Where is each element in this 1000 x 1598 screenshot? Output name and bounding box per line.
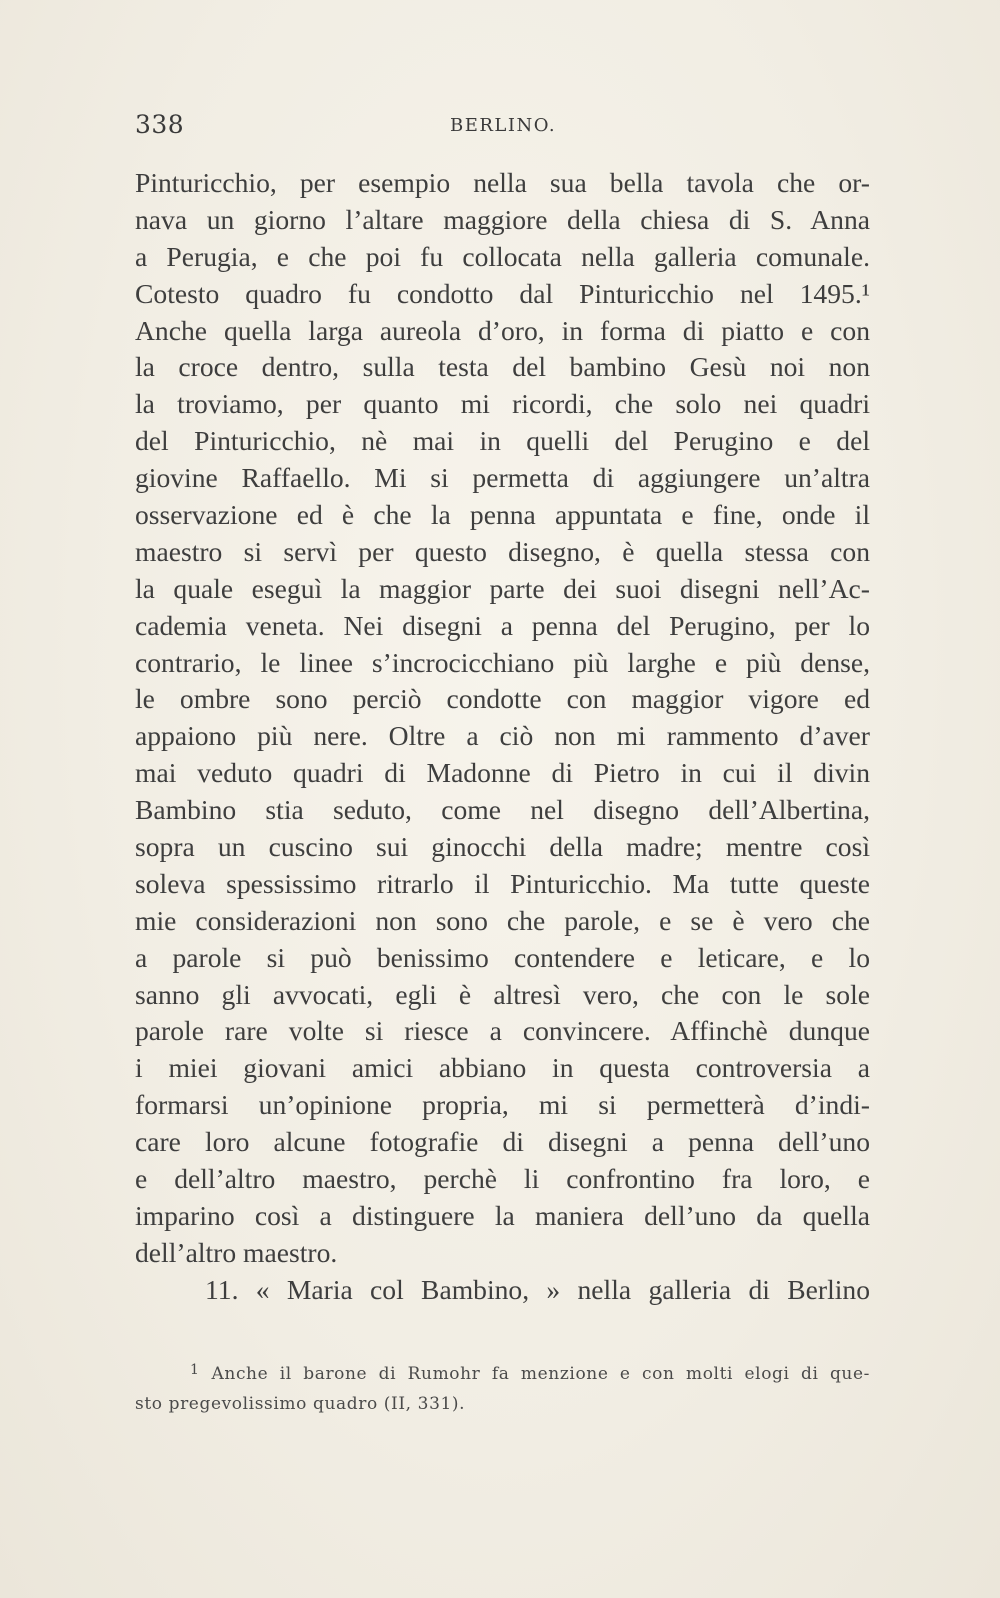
text-line: la quale eseguì la maggior parte dei suoi disegni nell’Ac- <box>135 572 870 604</box>
text-line: osservazione ed è che la penna appuntata e fine, onde il <box>135 499 870 531</box>
page-number: 338 <box>135 110 185 139</box>
text-line: care loro alcune fotografie di disegni a penna dell’uno <box>135 1126 870 1158</box>
text-line: dell’altro maestro. <box>135 1236 338 1268</box>
text-line: la croce dentro, sulla testa del bambino Gesù noi non <box>135 351 870 383</box>
text-line: a Perugia, e che poi fu collocata nella galleria comunale. <box>135 240 870 272</box>
text-line: soleva spessissimo ritrarlo il Pinturicchio. Ma tutte queste <box>135 867 870 899</box>
text-line: la troviamo, per quanto mi ricordi, che solo nei quadri <box>135 388 870 420</box>
text-line: contrario, le linee s’incrocicchiano più larghe e più dense, <box>135 646 870 678</box>
text-line: sopra un cuscino sui ginocchi della madre; mentre così <box>135 831 870 863</box>
text-line: parole rare volte si riesce a convincere. Affinchè dunque <box>135 1015 870 1047</box>
footnote <box>135 1355 870 1419</box>
text-line: del Pinturicchio, nè mai in quelli del Perugino e del <box>135 425 870 457</box>
text-line: appaiono più nere. Oltre a ciò non mi rammento d’aver <box>135 720 870 752</box>
text-line: Cotesto quadro fu condotto dal Pinturicchio nel 1495.¹ <box>135 277 870 309</box>
text-line: formarsi un’opinione propria, mi si permetterà d’indi- <box>135 1089 870 1121</box>
text-line: imparino così a distinguere la maniera dell’uno da quella <box>135 1199 870 1231</box>
text-line: Bambino stia seduto, come nel disegno dell’Albertina, <box>135 794 870 826</box>
text-line: le ombre sono perciò condotte con maggior vigore ed <box>135 683 870 715</box>
footnote-line: sto pregevolissimo quadro (II, 331). <box>135 1394 466 1414</box>
body-text <box>135 165 870 1309</box>
text-line: nava un giorno l’altare maggiore della chiesa di S. Anna <box>135 203 870 235</box>
running-title: BERLINO. <box>450 115 557 136</box>
footnote-marker: 1 <box>190 1362 200 1378</box>
text-line: e dell’altro maestro, perchè li confrontino fra loro, e <box>135 1163 870 1195</box>
section-heading-line: 11. « Maria col Bambino, » nella galleria di Berlino <box>205 1273 870 1305</box>
footnote-line <box>135 1355 870 1389</box>
footnote-text: Anche il barone di Rumohr fa menzione e con molti elogi di que- <box>211 1364 870 1384</box>
text-line: giovine Raffaello. Mi si permetta di aggiungere un’altra <box>135 462 870 494</box>
text-line: maestro si servì per questo disegno, è quella stessa con <box>135 535 870 567</box>
text-line: a parole si può benissimo contendere e leticare, e lo <box>135 941 870 973</box>
text-line: Pinturicchio, per esempio nella sua bella tavola che or- <box>135 167 870 198</box>
text-line: i miei giovani amici abbiano in questa controversia a <box>135 1052 870 1084</box>
text-line: mai veduto quadri di Madonne di Pietro in cui il divin <box>135 757 870 789</box>
text-line: Anche quella larga aureola d’oro, in forma di piatto e con <box>135 314 870 346</box>
text-line: cademia veneta. Nei disegni a penna del Perugino, per lo <box>135 609 870 641</box>
text-line: mie considerazioni non sono che parole, e se è vero che <box>135 904 870 936</box>
page-header <box>135 110 880 150</box>
text-line: sanno gli avvocati, egli è altresì vero, che con le sole <box>135 978 870 1010</box>
